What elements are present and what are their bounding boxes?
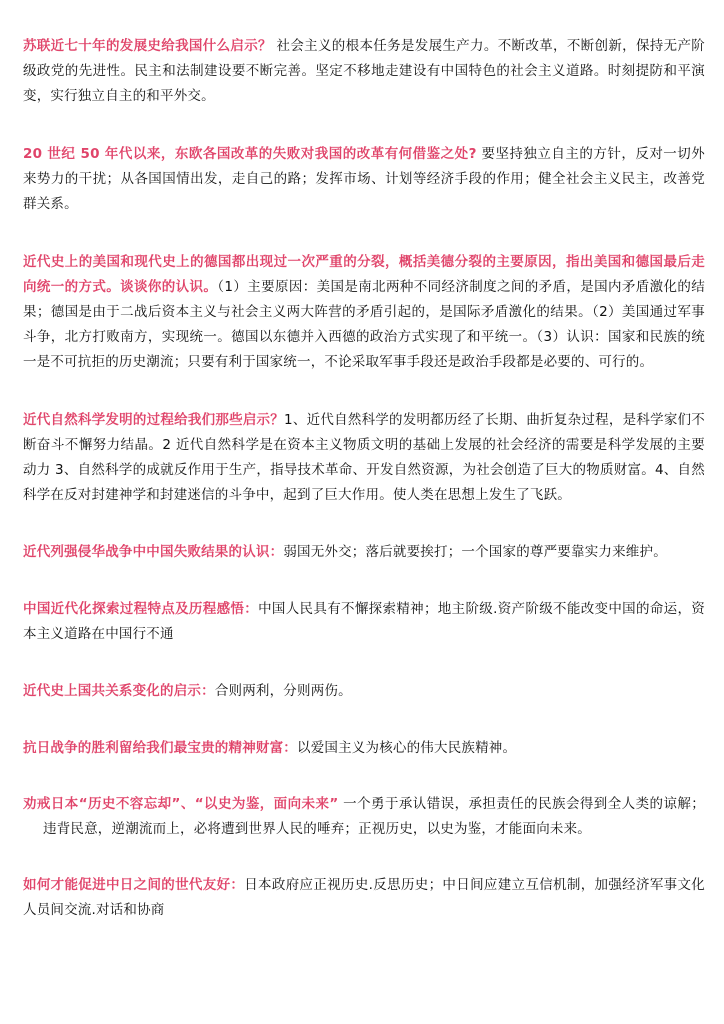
qa-paragraph-modernization bbox=[23, 597, 705, 647]
answer-text: 1、近代自然科学的发明都历经了长期、曲折复杂过程，是科学家们不断奋斗不懈努力结晶。2 近代自然科学是在资本主义物质文明的基础上发展的社会经济的需要是科学发展的主要动力 3、自然科学的成就反作用于生产，指导技术革命、开发自然资源，为社会创造了巨大的物质财富。4、自然科学在反对封建神学和封建迷信的斗争中，起到了巨大作用。使人类在思想上发生了飞跃。 bbox=[23, 412, 705, 503]
qa-paragraph-us-germany bbox=[23, 250, 705, 375]
answer-text: 中国人民具有不懈探索精神；地主阶级.资产阶级不能改变中国的命运，资本主义道路在中国行不通 bbox=[23, 601, 706, 642]
answer-text: （1）主要原因：美国是南北两种不同经济制度之间的矛盾，是国内矛盾激化的结果；德国是由于二战后资本主义与社会主义两大阵营的矛盾引起的，是国际矛盾激化的结果。（2）美国通过军事斗争，北方打败南方，实现统一。德国以东德并入西德的政治方式实现了和平统一。（3）认识：国家和民族的统一是不可抗拒的历史潮流；只要有利于国家统一，不论采取军事手段还是政治手段都是必要的、可行的。 bbox=[23, 279, 705, 370]
qa-paragraph-invasion-wars bbox=[23, 540, 705, 565]
question-text: 中国近代化探索过程特点及历程感悟： bbox=[23, 601, 259, 617]
question-text: 如何才能促进中日之间的世代友好： bbox=[23, 877, 245, 893]
question-text: 苏联近七十年的发展史给我国什么启示？ bbox=[23, 38, 272, 54]
qa-paragraph-anti-japanese-war bbox=[23, 736, 705, 761]
document-page bbox=[23, 34, 705, 923]
answer-text: 要坚持独立自主的方针，反对一切外来势力的干扰；从各国国情出发，走自己的路；发挥市场、计划等经济手段的作用；健全社会主义民主，改善党群关系。 bbox=[23, 146, 705, 212]
qa-paragraph-natural-science bbox=[23, 408, 705, 508]
question-text: 近代列强侵华战争中中国失败结果的认识： bbox=[23, 544, 284, 560]
qa-paragraph-japan-history bbox=[23, 792, 705, 842]
question-text: 20 世纪 50 年代以来，东欧各国改革的失败对我国的改革有何借鉴之处? bbox=[23, 146, 477, 162]
question-text: 近代史上的美国和现代史上的德国都出现过一次严重的分裂，概括美德分裂的主要原因，指出美国和德国最后走向统一的方式。谈谈你的认识。 bbox=[23, 254, 705, 295]
answer-text: 日本政府应正视历史.反思历史；中日间应建立互信机制，加强经济军事文化人员间交流.对话和协商 bbox=[23, 877, 706, 918]
qa-paragraph-kmt-cpc bbox=[23, 679, 705, 704]
qa-paragraph-soviet bbox=[23, 34, 705, 109]
answer-text: 一个勇于承认错误，承担责任的民族会得到全人类的谅解；违背民意，逆潮流而上，必将遭到世界人民的唾弃；正视历史，以史为鉴，才能面向未来。 bbox=[43, 796, 705, 837]
answer-text: 社会主义的根本任务是发展生产力。不断改革，不断创新，保持无产阶级政党的先进性。民主和法制建设要不断完善。坚定不移地走建设有中国特色的社会主义道路。时刻提防和平演变，实行独立自主的和平外交。 bbox=[23, 38, 705, 104]
qa-paragraph-eastern-europe bbox=[23, 142, 705, 217]
question-text: 抗日战争的胜利留给我们最宝贵的精神财富： bbox=[23, 740, 297, 756]
question-text: 近代史上国共关系变化的启示： bbox=[23, 683, 215, 699]
qa-paragraph-sino-japanese-friendship bbox=[23, 873, 705, 923]
answer-text: 弱国无外交；落后就要挨打；一个国家的尊严要靠实力来维护。 bbox=[283, 544, 667, 560]
answer-text: 以爱国主义为核心的伟大民族精神。 bbox=[297, 740, 517, 756]
question-text: 近代自然科学发明的过程给我们那些启示？ bbox=[23, 412, 285, 428]
answer-text: 合则两利，分则两伤。 bbox=[214, 683, 352, 699]
question-text: 劝戒日本“历史不容忘却”、“以史为鉴，面向未来” bbox=[23, 796, 339, 812]
